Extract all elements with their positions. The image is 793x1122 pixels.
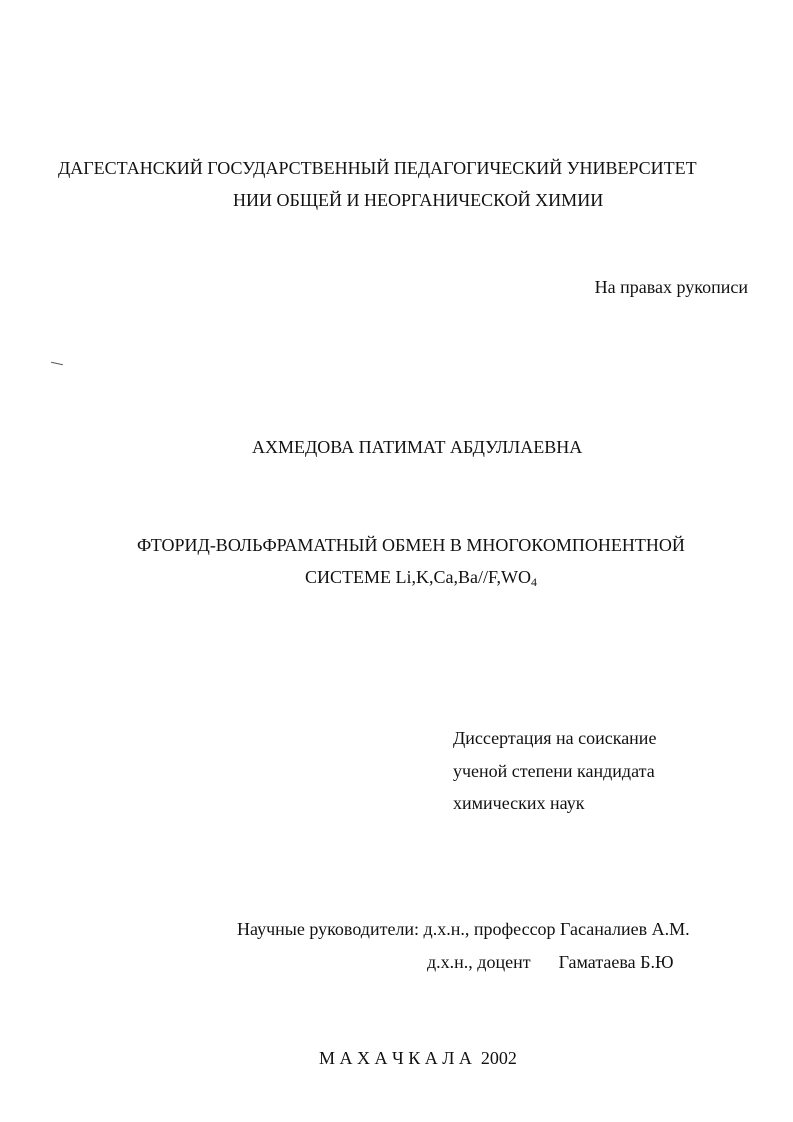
institute-name: НИИ ОБЩЕЙ И НЕОРГАНИЧЕСКОЙ ХИМИИ: [233, 190, 604, 210]
supervisor-2-name: Гаматаева Б.Ю: [558, 952, 674, 972]
author-name: АХМЕДОВА ПАТИМАТ АБДУЛЛАЕВНА: [252, 437, 583, 457]
thesis-title-subscript: 4: [531, 575, 538, 589]
city-name: М А Х А Ч К А Л А: [319, 1048, 472, 1068]
dissertation-line-2: ученой степени кандидата: [453, 761, 655, 781]
university-name: ДАГЕСТАНСКИЙ ГОСУДАРСТВЕННЫЙ ПЕДАГОГИЧЕСКИЙ УНИВЕРСИТЕТ: [58, 158, 697, 178]
thesis-title-line-1: ФТОРИД-ВОЛЬФРАМАТНЫЙ ОБМЕН В МНОГОКОМПОНЕНТНОЙ: [137, 535, 685, 555]
city-year: [319, 1047, 517, 1069]
thesis-title-line-2-text: СИСТЕМЕ Li,K,Ca,Ba//F,WO: [305, 567, 532, 587]
rights-note: На правах рукописи: [594, 277, 748, 297]
supervisors-line-1: Научные руководители: д.х.н., профессор Гасаналиев А.М.: [237, 919, 690, 939]
dissertation-line-1: Диссертация на соискание: [453, 728, 657, 748]
thesis-title-line-2: [305, 566, 537, 588]
dissertation-line-3: химических наук: [453, 793, 585, 813]
scan-mark: [51, 362, 63, 365]
supervisor-2-role: д.х.н., доцент: [427, 952, 531, 972]
supervisors-line-2: [427, 951, 673, 973]
year: 2002: [480, 1048, 517, 1068]
